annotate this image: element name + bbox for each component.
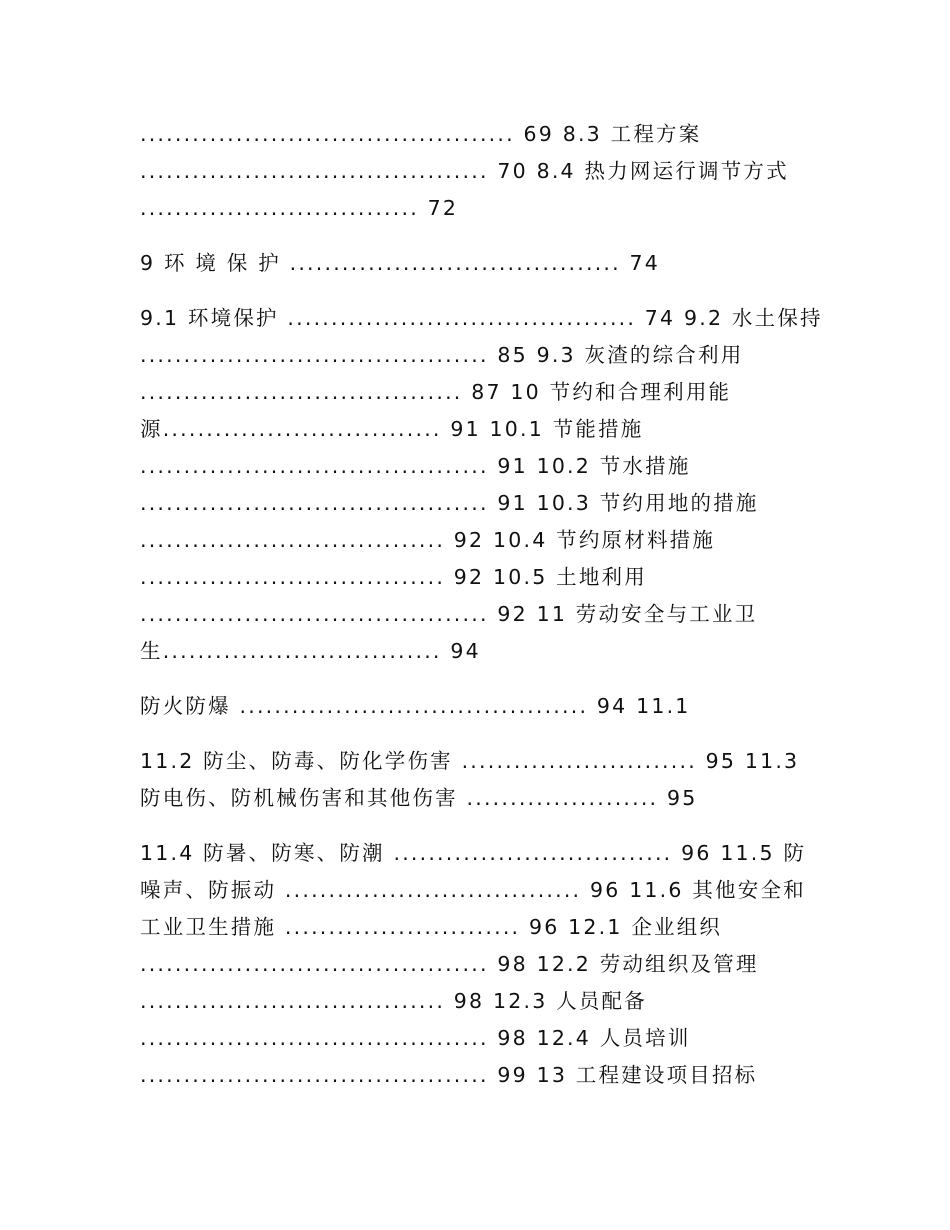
toc-line: 工业卫生措施 ........................... 96 12.1 企业组织	[140, 915, 723, 939]
table-of-contents	[140, 116, 830, 1094]
toc-line: ................................ 72	[140, 196, 459, 220]
toc-line: 源................................ 91 10.1 节能措施	[140, 417, 644, 441]
toc-line: ..................................... 87 10 节约和合理利用能	[140, 380, 732, 404]
toc-line: 11.4 防暑、防寒、防潮 ................................ 96 11.5 防	[140, 841, 807, 865]
toc-paragraph-6	[140, 835, 830, 1094]
toc-line: 防电伤、防机械伤害和其他伤害 ...................... 95	[140, 786, 698, 810]
toc-line: 防火防爆 ........................................ 94 11.1	[140, 694, 691, 718]
toc-line: ........................................ 98 12.2 劳动组织及管理	[140, 952, 759, 976]
toc-line: 噪声、防振动 .................................. 96 11.6 其他安全和	[140, 878, 806, 902]
toc-line: ................................... 98 12.3 人员配备	[140, 989, 647, 1013]
toc-line: ........................................ 91 10.3 节约用地的措施	[140, 491, 759, 515]
toc-paragraph-3	[140, 300, 830, 670]
toc-line: ........................................ 99 13 工程建设项目招标	[140, 1063, 758, 1087]
toc-paragraph-2	[140, 245, 830, 282]
toc-line: ........................................ 91 10.2 节水措施	[140, 454, 691, 478]
toc-line: ........................................... 69 8.3 工程方案	[140, 122, 702, 146]
toc-line: ................................... 92 10.4 节约原材料措施	[140, 528, 716, 552]
toc-line: 11.2 防尘、防毒、防化学伤害 ........................... 95 11.3	[140, 749, 800, 773]
toc-line: ........................................ 70 8.4 热力网运行调节方式	[140, 159, 789, 183]
toc-line: ........................................ 85 9.3 灰渣的综合利用	[140, 343, 744, 367]
toc-line: ........................................ 98 12.4 人员培训	[140, 1026, 691, 1050]
toc-line: 9 环 境 保 护 ...................................... 74	[140, 251, 661, 275]
toc-paragraph-5	[140, 743, 830, 817]
toc-line: 生................................ 94	[140, 639, 481, 663]
toc-paragraph-1	[140, 116, 830, 227]
toc-line: 9.1 环境保护 ........................................ 74 9.2 水土保持	[140, 306, 823, 330]
toc-paragraph-4	[140, 688, 830, 725]
toc-line: ........................................ 92 11 劳动安全与工业卫	[140, 602, 758, 626]
toc-line: ................................... 92 10.5 土地利用	[140, 565, 647, 589]
